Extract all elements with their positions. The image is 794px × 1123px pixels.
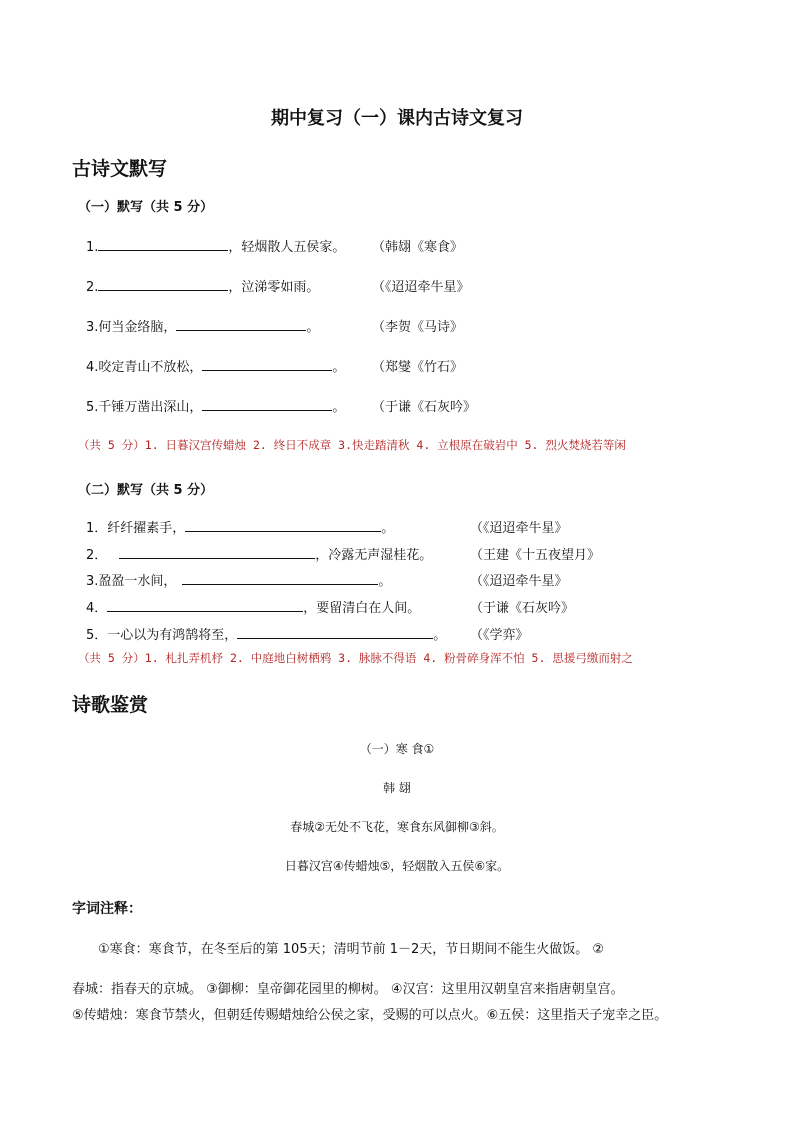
item-text: 咬定青山不放松，	[98, 360, 203, 375]
list-item	[86, 570, 391, 589]
section-heading-recitation: 古诗文默写	[72, 158, 168, 180]
item-source: （李贺《马诗》	[372, 320, 464, 335]
item-text: 。	[381, 521, 395, 536]
list-item	[86, 624, 446, 643]
item-text: 何当金络脑，	[98, 320, 177, 335]
item-text: 盈盈一水间，	[98, 574, 177, 589]
answer-key: （共 5 分）1. 札扎弄机杼 2. 中庭地白树栖鸦 3. 脉脉不得语 4. 粉骨碎身浑不怕 5. 思援弓缴而射之	[78, 651, 633, 665]
page-title: 期中复习（一）课内古诗文复习	[271, 108, 523, 129]
item-number: 3.	[86, 574, 99, 589]
item-text: 一心以为有鸿鹄将至，	[107, 628, 238, 643]
item-source: （《学弈》	[470, 628, 529, 643]
list-item	[86, 396, 345, 415]
item-text: ，泣涕零如雨。	[228, 280, 320, 295]
item-source: （于谦《石灰吟》	[372, 400, 477, 415]
list-item	[86, 597, 420, 616]
item-text: ，轻烟散人五侯家。	[228, 240, 346, 255]
item-text: 。	[332, 360, 346, 375]
poem-author: 韩 翃	[383, 781, 411, 795]
poem-line: 日暮汉宫④传蜡烛⑤，轻烟散入五侯⑥家。	[284, 859, 510, 873]
answer-blank[interactable]	[185, 519, 381, 532]
item-number: 2.	[86, 280, 99, 295]
list-item	[86, 356, 345, 375]
item-text: 。	[378, 574, 392, 589]
item-number: 4.	[86, 360, 99, 375]
item-text: 。	[332, 400, 346, 415]
answer-blank[interactable]	[107, 599, 303, 612]
item-number: 5.	[86, 400, 99, 415]
part2-heading: （二）默写（共 5 分）	[78, 483, 214, 498]
item-text: 千锤万凿出深山，	[98, 400, 203, 415]
list-item	[86, 517, 394, 536]
item-source: （《迢迢牵牛星》	[372, 280, 470, 295]
answer-blank[interactable]	[98, 278, 228, 291]
item-text: 。	[306, 320, 320, 335]
item-text: 纤纤擢素手，	[107, 521, 186, 536]
answer-blank[interactable]	[237, 626, 433, 639]
item-source: （韩翃《寒食》	[372, 240, 464, 255]
list-item	[86, 236, 345, 255]
notes-heading: 字词注释：	[72, 901, 142, 917]
item-text: ，冷露无声湿桂花。	[315, 548, 433, 563]
answer-blank[interactable]	[176, 318, 306, 331]
item-number: 1.	[86, 240, 99, 255]
list-item	[86, 544, 432, 563]
item-source: （郑燮《竹石》	[372, 360, 464, 375]
item-source: （《迢迢牵牛星》	[470, 574, 568, 589]
item-number: 3.	[86, 320, 99, 335]
answer-blank[interactable]	[182, 572, 378, 585]
list-item	[86, 316, 319, 335]
item-number: 1．	[86, 521, 108, 536]
answer-blank[interactable]	[202, 358, 332, 371]
note-line: ⑤传蜡烛：寒食节禁火，但朝廷传赐蜡烛给公侯之家，受赐的可以点火。⑥五侯：这里指天子宠幸之臣。	[72, 1008, 668, 1023]
item-source: （于谦《石灰吟》	[470, 601, 575, 616]
answer-key: （共 5 分）1. 日暮汉宫传蜡烛 2. 终日不成章 3.快走踏清秋 4. 立根原在破岩中 5. 烈火焚烧若等闲	[78, 438, 626, 452]
item-text: 。	[433, 628, 447, 643]
answer-blank[interactable]	[98, 238, 228, 251]
item-source: （王建《十五夜望月》	[470, 548, 601, 563]
poem-line: 春城②无处不飞花，寒食东风御柳③斜。	[290, 820, 504, 834]
item-number: 5．	[86, 628, 108, 643]
poem-title: （一）寒 食①	[359, 742, 435, 756]
part1-heading: （一）默写（共 5 分）	[78, 200, 214, 215]
answer-blank[interactable]	[202, 398, 332, 411]
list-item	[86, 276, 319, 295]
item-text: ，要留清白在人间。	[303, 601, 421, 616]
item-number: 4．	[86, 601, 108, 616]
note-line: 春城：指春天的京城。 ③御柳：皇帝御花园里的柳树。 ④汉宫：这里用汉朝皇宫来指唐朝皇宫。	[72, 982, 624, 997]
section-heading-appreciation: 诗歌鉴赏	[72, 694, 149, 716]
answer-blank[interactable]	[119, 546, 315, 559]
note-line: ①寒食：寒食节，在冬至后的第 105天；清明节前 1－2天，节日期间不能生火做饭。 ②	[98, 942, 605, 957]
item-source: （《迢迢牵牛星》	[470, 521, 568, 536]
item-number: 2．	[86, 548, 108, 563]
